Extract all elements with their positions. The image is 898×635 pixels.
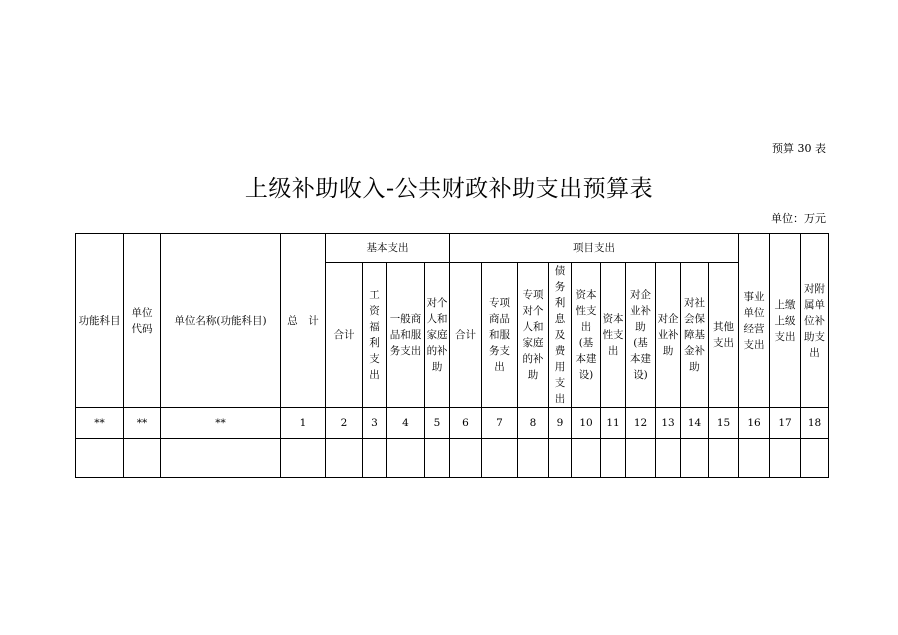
index-cell: ** (76, 408, 124, 439)
empty-cell (681, 439, 709, 478)
index-cell: 4 (387, 408, 425, 439)
empty-cell (518, 439, 549, 478)
index-cell: 12 (626, 408, 656, 439)
empty-cell (387, 439, 425, 478)
empty-cell (363, 439, 387, 478)
group-basic: 基本支出 (326, 234, 450, 263)
index-cell: 7 (482, 408, 518, 439)
empty-cell (626, 439, 656, 478)
col-proj-other: 其他支出 (709, 263, 739, 408)
table-row-index (76, 408, 829, 439)
index-cell: ** (161, 408, 281, 439)
col-proj-subtotal: 合计 (450, 263, 482, 408)
col-subordinate: 对附属单位补助支出 (801, 234, 829, 408)
empty-cell (124, 439, 161, 478)
index-cell: 15 (709, 408, 739, 439)
empty-cell (739, 439, 770, 478)
empty-cell (801, 439, 829, 478)
col-basic-welfare: 工资福利支出 (363, 263, 387, 408)
col-proj-personal: 专项对个人和家庭的补助 (518, 263, 549, 408)
index-cell: 3 (363, 408, 387, 439)
col-proj-enterprise: 对企业补助 (656, 263, 681, 408)
col-proj-capital: 资本性支出 (601, 263, 626, 408)
empty-cell (425, 439, 450, 478)
empty-cell (656, 439, 681, 478)
col-func-subject: 功能科目 (76, 234, 124, 408)
col-proj-capital-construction: 资本性支出(基本建设) (572, 263, 601, 408)
form-number: 预算 30 表 (772, 142, 826, 155)
col-unit-name: 单位名称(功能科目) (161, 234, 281, 408)
empty-cell (482, 439, 518, 478)
col-upper-remit: 上缴上级支出 (770, 234, 801, 408)
col-unit-code: 单位代码 (124, 234, 161, 408)
index-cell: 11 (601, 408, 626, 439)
empty-cell (770, 439, 801, 478)
col-basic-goods: 一般商品和服务支出 (387, 263, 425, 408)
budget-table (75, 233, 829, 478)
page-title: 上级补助收入-公共财政补助支出预算表 (244, 176, 654, 202)
col-proj-debt: 债务利息及费用支出 (549, 263, 572, 408)
table-row-empty (76, 439, 829, 478)
index-cell: 14 (681, 408, 709, 439)
empty-cell (161, 439, 281, 478)
empty-cell (326, 439, 363, 478)
col-proj-social-security: 对社会保障基金补助 (681, 263, 709, 408)
index-cell: 9 (549, 408, 572, 439)
col-proj-goods: 专项商品和服务支出 (482, 263, 518, 408)
empty-cell (450, 439, 482, 478)
empty-cell (281, 439, 326, 478)
col-total: 总 计 (281, 234, 326, 408)
empty-cell (572, 439, 601, 478)
empty-cell (709, 439, 739, 478)
index-cell: 16 (739, 408, 770, 439)
empty-cell (76, 439, 124, 478)
col-proj-enterprise-construction: 对企业补助(基本建设) (626, 263, 656, 408)
index-cell: 2 (326, 408, 363, 439)
index-cell: 18 (801, 408, 829, 439)
index-cell: 8 (518, 408, 549, 439)
index-cell: 6 (450, 408, 482, 439)
col-basic-subtotal: 合计 (326, 263, 363, 408)
index-cell: ** (124, 408, 161, 439)
header-row-groups (76, 234, 829, 263)
index-cell: 5 (425, 408, 450, 439)
index-cell: 17 (770, 408, 801, 439)
group-project: 项目支出 (450, 234, 739, 263)
col-basic-personal: 对个人和家庭的补助 (425, 263, 450, 408)
empty-cell (549, 439, 572, 478)
index-cell: 13 (656, 408, 681, 439)
index-cell: 10 (572, 408, 601, 439)
index-cell: 1 (281, 408, 326, 439)
col-business: 事业单位经营支出 (739, 234, 770, 408)
empty-cell (601, 439, 626, 478)
unit-label: 单位：万元 (771, 212, 826, 225)
